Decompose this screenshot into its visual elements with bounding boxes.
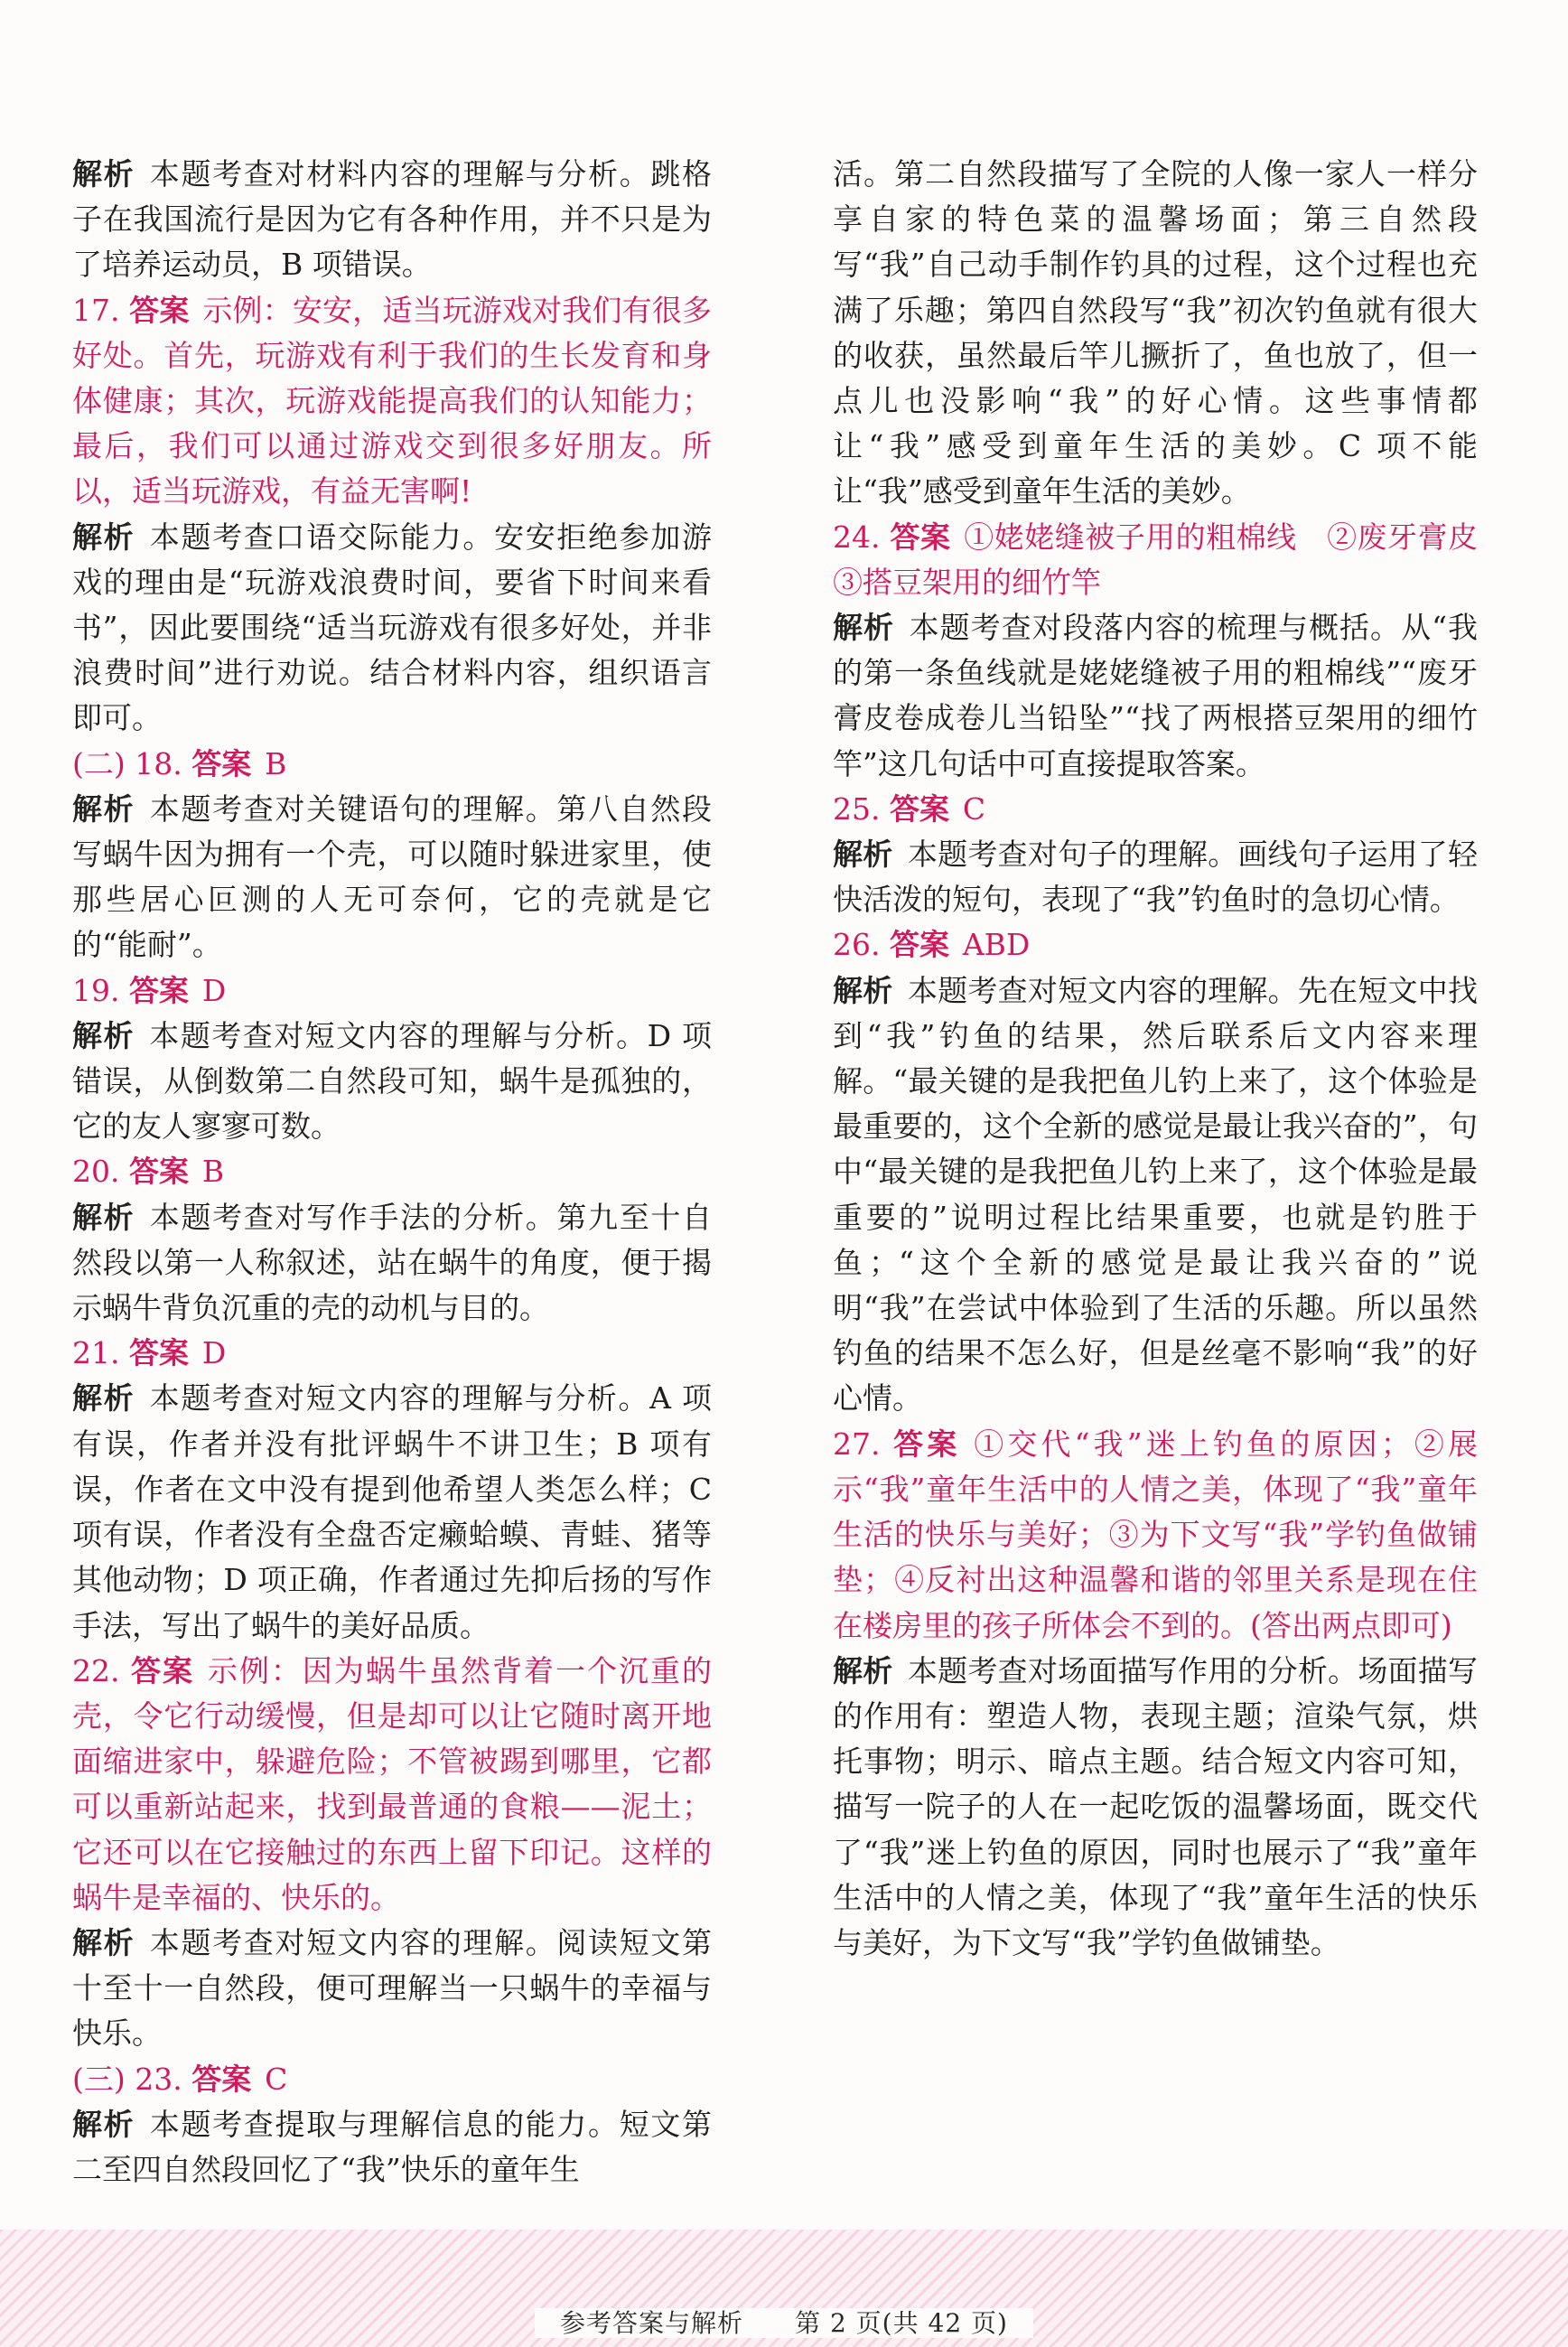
explanation-23: 解析 本题考查提取与理解信息的能力。短文第二至四自然段回忆了“我”快乐的童年生 <box>72 2106 713 2187</box>
jiexi-label: 解析 <box>72 156 135 192</box>
jiexi-label: 解析 <box>833 1652 893 1688</box>
daan-label: 答案 <box>890 519 951 555</box>
explanation-17: 解析 本题考查口语交际能力。安安拒绝参加游戏的理由是“玩游戏浪费时间，要省下时间来看书”，因此要围绕“适当玩游戏有很多好处，并非浪费时间”进行劝说。结合材料内容，组织语言即可。 <box>72 519 713 736</box>
daan-label: 答案 <box>128 1335 189 1371</box>
footer-title: 参考答案与解析 <box>547 2308 756 2338</box>
answer-20: 20. 答案 B <box>72 1154 225 1190</box>
explanation-23-continued: 活。第二自然段描写了全院的人像一家人一样分享自家的特色菜的温馨场面；第三自然段写“我”自己动手制作钓具的过程，这个过程也充满了乐趣；第四自然段写“我”初次钓鱼就有很大的收获，虽然最后竿儿撅折了，鱼也放了，但一点儿也没影响“我”的好心情。这些事情都让“我”感受到童年生活的美妙。C 项不能让“我”感受到童年生活的美妙。 <box>833 156 1478 510</box>
daan-label: 答案 <box>128 972 189 1008</box>
explanation-20: 解析 本题考查对写作手法的分析。第九至十自然段以第一人称叙述，站在蜗牛的角度，便于揭示蜗牛背负沉重的壳的动机与目的。 <box>72 1199 713 1326</box>
daan-label: 答案 <box>128 1154 189 1190</box>
explanation-27: 解析 本题考查对场面描写作用的分析。场面描写的作用有：塑造人物，表现主题；渲染气氛，烘托事物；明示、暗点主题。结合短文内容可知，描写一院子的人在一起吃饭的温馨场面，既交代了“我”迷上钓鱼的原因，同时也展示了“我”童年生活中的人情之美，体现了“我”童年生活的快乐与美好，为下文写“我”学钓鱼做铺垫。 <box>833 1652 1479 1960</box>
jiexi-label: 解析 <box>72 519 135 555</box>
jiexi-label: 解析 <box>833 837 893 873</box>
explanation-24: 解析 本题考查对段落内容的梳理与概括。从“我的第一条鱼线就是姥姥缝被子用的粗棉线”“废牙膏皮卷成卷儿当铅坠”“找了两根搭豆架用的细竹竿”这几句话中可直接提取答案。 <box>833 610 1478 781</box>
explanation-22: 解析 本题考查对短文内容的理解。阅读短文第十至十一自然段，便可理解当一只蜗牛的幸福与快乐。 <box>72 1924 713 2052</box>
jiexi-label: 解析 <box>833 972 893 1008</box>
daan-label: 答案 <box>191 2061 252 2097</box>
page-number: 第 2 页(共 42 页) <box>782 2308 1021 2338</box>
answer-23: (三) 23. 答案 C <box>72 2061 288 2097</box>
explanation-26: 解析 本题考查对短文内容的理解。先在短文中找到“我”钓鱼的结果，然后联系后文内容来理解。“最关键的是我把鱼儿钓上来了，这个体验是最重要的，这个全新的感觉是最让我兴奋的”，句中“最关键的是我把鱼儿钓上来了，这个体验是最重要的”说明过程比结果重要，也就是钓胜于鱼；“这个全新的感觉是最让我兴奋的”说明“我”在尝试中体验到了生活的乐趣。所以虽然钓鱼的结果不怎么好，但是丝毫不影响“我”的好心情。 <box>833 972 1479 1417</box>
jiexi-label: 解析 <box>72 1380 135 1417</box>
daan-label: 答案 <box>889 927 949 963</box>
answer-25: 25. 答案 C <box>833 790 986 827</box>
daan-label: 答案 <box>191 745 252 781</box>
daan-label: 答案 <box>130 1652 195 1688</box>
jiexi-label: 解析 <box>72 1924 135 1960</box>
jiexi-label: 解析 <box>72 2106 135 2142</box>
answer-24: 24. 答案 ①姥姥缝被子用的粗棉线 ②废牙膏皮 ③搭豆架用的细竹竿 <box>833 519 1508 600</box>
left-column <box>72 152 712 2193</box>
daan-label: 答案 <box>129 292 190 328</box>
answer-17: 17. 答案 示例：安安，适当玩游戏对我们有很多好处。首先，玩游戏有利于我们的生长发育和身体健康；其次，玩游戏能提高我们的认知能力；最后，我们可以通过游戏交到很多好朋友。所以，适当玩游戏，有益无害啊! <box>72 292 713 510</box>
explanation-16: 解析 本题考查对材料内容的理解与分析。跳格子在我国流行是因为它有各种作用，并不只是为了培养运动员，B 项错误。 <box>72 156 713 283</box>
answer-22: 22. 答案 示例：因为蜗牛虽然背着一个沉重的壳，令它行动缓慢，但是却可以让它随时离开地面缩进家中，躲避危险；不管被踢到哪里，它都可以重新站起来，找到最普通的食粮——泥土；它还可以在它接触过的东西上留下印记。这样的蜗牛是幸福的、快乐的。 <box>72 1652 713 1915</box>
page-footer <box>0 2305 1568 2342</box>
answer-26: 26. 答案 ABD <box>833 927 1031 963</box>
explanation-21: 解析 本题考查对短文内容的理解与分析。A 项有误，作者并没有批评蜗牛不讲卫生；B 项有误，作者在文中没有提到他希望人类怎么样；C 项有误，作者没有全盘否定癞蛤蟆、青蛙、猪等其他动物；D 项正确，作者通过先抑后扬的写作手法，写出了蜗牛的美好品质。 <box>72 1380 713 1643</box>
jiexi-label: 解析 <box>72 790 135 827</box>
right-column <box>833 152 1508 1966</box>
answer-21: 21. 答案 D <box>72 1335 227 1371</box>
daan-label: 答案 <box>893 1426 961 1462</box>
answer-18: (二) 18. 答案 B <box>72 745 287 781</box>
jiexi-label: 解析 <box>72 1199 135 1235</box>
explanation-18: 解析 本题考查对关键语句的理解。第八自然段写蜗牛因为拥有一个壳，可以随时躲进家里，使那些居心叵测的人无可奈何，它的壳就是它的“能耐”。 <box>72 790 713 963</box>
jiexi-label: 解析 <box>72 1017 135 1053</box>
jiexi-label: 解析 <box>833 610 895 646</box>
explanation-25: 解析 本题考查对句子的理解。画线句子运用了轻快活泼的短句，表现了“我”钓鱼时的急切心情。 <box>833 837 1479 918</box>
daan-label: 答案 <box>889 790 949 827</box>
explanation-19: 解析 本题考查对短文内容的理解与分析。D 项错误，从倒数第二自然段可知，蜗牛是孤独的，它的友人寥寥可数。 <box>72 1017 713 1145</box>
answer-27: 27. 答案 ①交代“我”迷上钓鱼的原因；②展示“我”童年生活中的人情之美，体现了“我”童年生活的快乐与美好；③为下文写“我”学钓鱼做铺垫；④反衬出这种温馨和谐的邻里关系是现在住在楼房里的孩子所体会不到的。(答出两点即可) <box>833 1426 1478 1643</box>
answer-19: 19. 答案 D <box>72 972 227 1008</box>
